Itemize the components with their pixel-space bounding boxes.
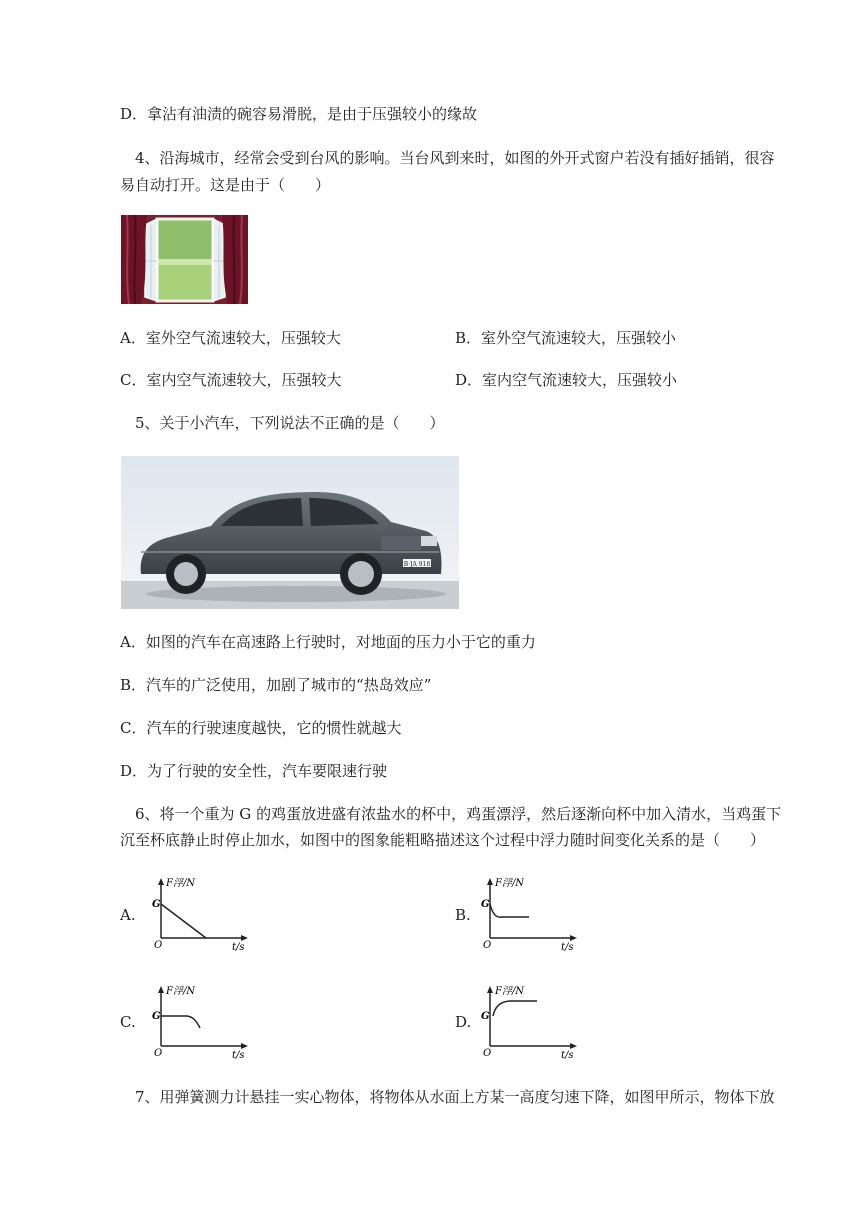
q6-graph-a-g: G (152, 899, 161, 910)
q5-option-b: B．汽车的广泛使用，加剧了城市的“热岛效应” (120, 676, 432, 694)
q6-graph-c-ylabel: F浮/N (166, 986, 196, 997)
q6-graph-b-origin: O (483, 940, 492, 951)
q6-graph-d-g: G (481, 1011, 490, 1022)
q6-graph-d-ylabel: F浮/N (495, 986, 525, 997)
q6-graph-d-origin: O (483, 1048, 492, 1059)
q6-graph-b-ylabel: F浮/N (495, 878, 525, 889)
q6-stem-line2: 沉至杯底静止时停止加水，如图中的图象能粗略描述这个过程中浮力随时间变化关系的是（ ） (120, 831, 766, 849)
q5-stem: 5、关于小汽车，下列说法不正确的是（ ） (135, 414, 445, 432)
q6-graph-c-label: C. (120, 1013, 136, 1031)
q6-graph-b-g: G (481, 899, 490, 910)
q5-option-a: A．如图的汽车在高速路上行驶时，对地面的压力小于它的重力 (120, 633, 536, 651)
q5-option-c: C．汽车的行驶速度越快，它的惯性就越大 (120, 719, 402, 737)
q6-graph-c-origin: O (154, 1048, 163, 1059)
q4-stem-line1: 4、沿海城市，经常会受到台风的影响。当台风到来时，如图的外开式窗户若没有插好插销，很容 (135, 149, 775, 167)
q6-graph-b (481, 874, 581, 952)
q4-option-a: A．室外空气流速较大，压强较大 (120, 329, 341, 347)
q6-graph-a-origin: O (154, 940, 163, 951)
q6-graph-d (481, 982, 581, 1060)
q4-option-d: D．室内空气流速较大，压强较小 (455, 371, 678, 389)
q6-graph-b-label: B. (455, 906, 471, 924)
q4-option-b: B．室外空气流速较大，压强较小 (455, 329, 677, 347)
q6-graph-a-xlabel: t/s (232, 942, 245, 952)
q6-graph-d-xlabel: t/s (561, 1050, 574, 1060)
q6-graph-a-label: A. (120, 906, 136, 924)
q6-graph-a (152, 874, 252, 952)
q4-stem-line2: 易自动打开。这是由于（ ） (120, 176, 331, 194)
q7-stem-line1: 7、用弹簧测力计悬挂一实心物体，将物体从水面上方某一高度匀速下降，如图甲所示，物体下放 (135, 1088, 775, 1106)
window-image (121, 215, 248, 304)
q6-graph-d-label: D. (455, 1013, 472, 1031)
q6-graph-b-xlabel: t/s (561, 942, 574, 952)
q5-option-d: D．为了行驶的安全性，汽车要限速行驶 (120, 762, 388, 780)
q6-graph-a-ylabel: F浮/N (166, 878, 196, 889)
car-plate-text: B·JA 918 (403, 561, 431, 568)
q6-stem-line1: 6、将一个重为 G 的鸡蛋放进盛有浓盐水的杯中，鸡蛋漂浮，然后逐渐向杯中加入清水，当鸡蛋下 (135, 805, 782, 823)
car-image (121, 456, 459, 609)
prev-option-d: D．拿沾有油渍的碗容易滑脱，是由于压强较小的缘故 (120, 105, 478, 123)
q6-graph-c-g: G (152, 1011, 161, 1022)
q6-graph-c-xlabel: t/s (232, 1050, 245, 1060)
q4-option-c: C．室内空气流速较大，压强较大 (120, 371, 342, 389)
q6-graph-c (152, 982, 252, 1060)
